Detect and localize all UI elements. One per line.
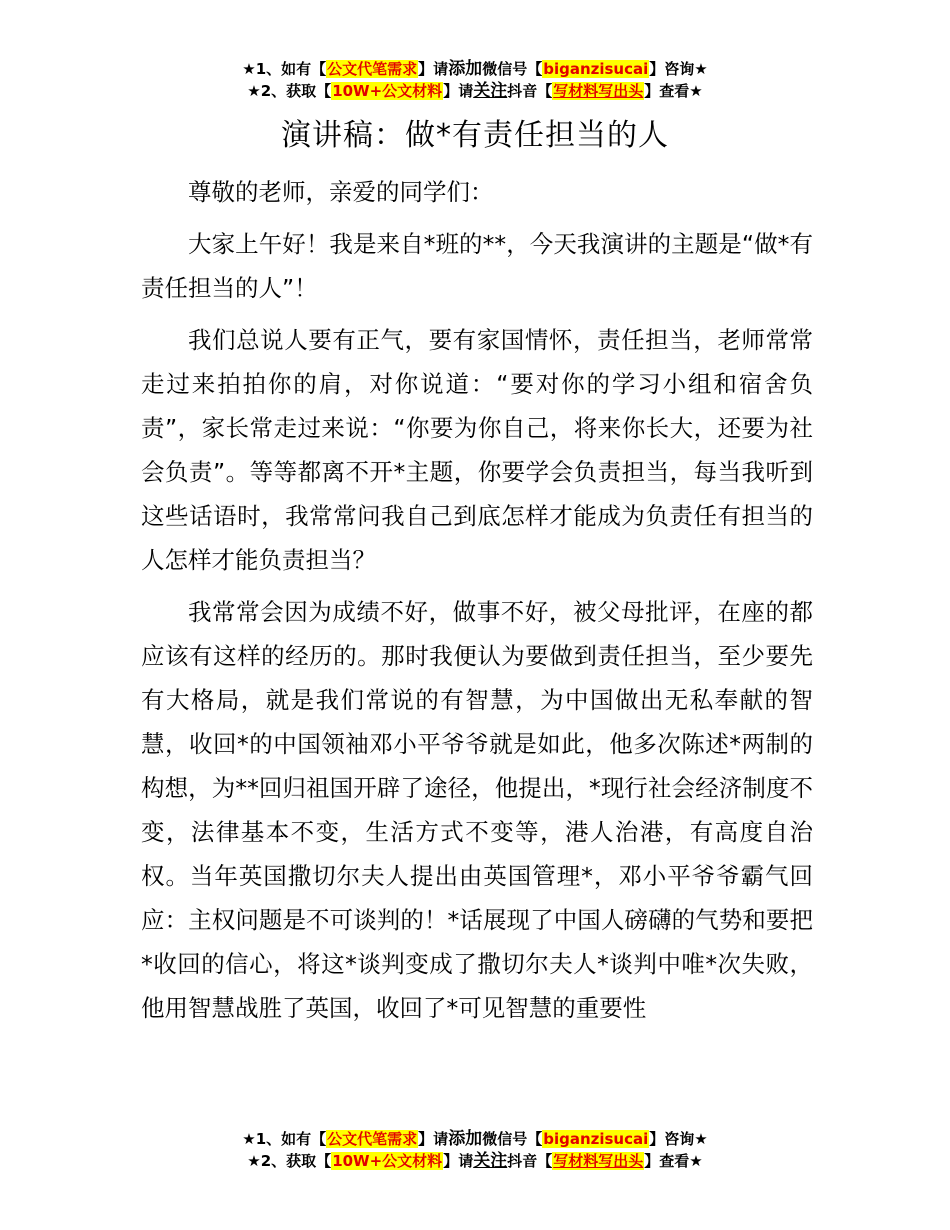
promo-highlight: biganzisucai bbox=[543, 60, 649, 78]
promo-line-2 bbox=[0, 1150, 950, 1172]
document-body bbox=[141, 170, 813, 1038]
promo-banner-top bbox=[0, 58, 950, 102]
promo-text: 】请 bbox=[443, 1152, 474, 1170]
document-title: 演讲稿：做*有责任担当的人 bbox=[281, 118, 669, 153]
promo-text: 微信号【 bbox=[482, 1130, 543, 1148]
paragraph: 我们总说人要有正气，要有家国情怀，责任担当，老师常常走过来拍拍你的肩，对你说道：“要对你的学习小组和宿舍负责”，家长常走过来说：“你要为你自己，将来你长大，还要为社会负责”。等等都离不开*主题，你要学会负责担当，每当我听到这些话语时，我常常问我自己到底怎样才能成为负责任有担当的人怎样才能负责担当？ bbox=[141, 326, 813, 574]
promo-banner-bottom bbox=[0, 1128, 950, 1172]
promo-highlight: 写材料写出头 bbox=[553, 82, 644, 100]
promo-emphasis: 添加 bbox=[448, 1129, 483, 1149]
promo-text: ★1、如有【 bbox=[242, 1130, 327, 1148]
promo-text: 】请 bbox=[418, 1130, 449, 1148]
promo-highlight: 10W+公文材料 bbox=[332, 82, 443, 100]
promo-text: 】查看★ bbox=[644, 82, 703, 100]
paragraph: 大家上午好！我是来自*班的**，今天我演讲的主题是“做*有责任担当的人”！ bbox=[141, 230, 813, 302]
paragraph: 我常常会因为成绩不好，做事不好，被父母批评，在座的都应该有这样的经历的。那时我便认为要做到责任担当，至少要先有大格局，就是我们常说的有智慧，为中国做出无私奉献的智慧，收回*的中国领袖邓小平爷爷就是如此，他多次陈述*两制的构想，为**回归祖国开辟了途径，他提出，*现行社会经济制度不变，法律基本不变，生活方式不变等，港人治港，有高度自治权。当年英国撒切尔夫人提出由英国管理*，邓小平爷爷霸气回应：主权问题是不可谈判的！*话展现了中国人磅礴的气势和要把*收回的信心，将这*谈判变成了撒切尔夫人*谈判中唯*次失败，他用智慧战胜了英国，收回了*可见智慧的重要性 bbox=[141, 598, 813, 1022]
promo-text: ★2、获取【 bbox=[247, 82, 332, 100]
promo-text: 】查看★ bbox=[644, 1152, 703, 1170]
promo-highlight: 公文代笔需求 bbox=[327, 1130, 418, 1148]
promo-text: 抖音【 bbox=[507, 82, 553, 100]
promo-emphasis: 关注 bbox=[473, 1151, 508, 1171]
paragraph: 尊敬的老师，亲爱的同学们： bbox=[188, 178, 494, 206]
promo-emphasis: 关注 bbox=[473, 81, 508, 101]
promo-text: ★1、如有【 bbox=[242, 60, 327, 78]
promo-highlight: 10W+公文材料 bbox=[332, 1152, 443, 1170]
promo-text: 】咨询★ bbox=[649, 1130, 708, 1148]
promo-emphasis: 添加 bbox=[448, 59, 483, 79]
promo-highlight: 公文代笔需求 bbox=[327, 60, 418, 78]
promo-highlight: biganzisucai bbox=[543, 1130, 649, 1148]
promo-text: ★2、获取【 bbox=[247, 1152, 332, 1170]
promo-highlight: 写材料写出头 bbox=[553, 1152, 644, 1170]
promo-text: 】请 bbox=[418, 60, 449, 78]
promo-line-1 bbox=[0, 58, 950, 80]
promo-text: 】请 bbox=[443, 82, 474, 100]
promo-line-2 bbox=[0, 80, 950, 102]
promo-text: 】咨询★ bbox=[649, 60, 708, 78]
promo-line-1 bbox=[0, 1128, 950, 1150]
promo-text: 微信号【 bbox=[482, 60, 543, 78]
promo-text: 抖音【 bbox=[507, 1152, 553, 1170]
